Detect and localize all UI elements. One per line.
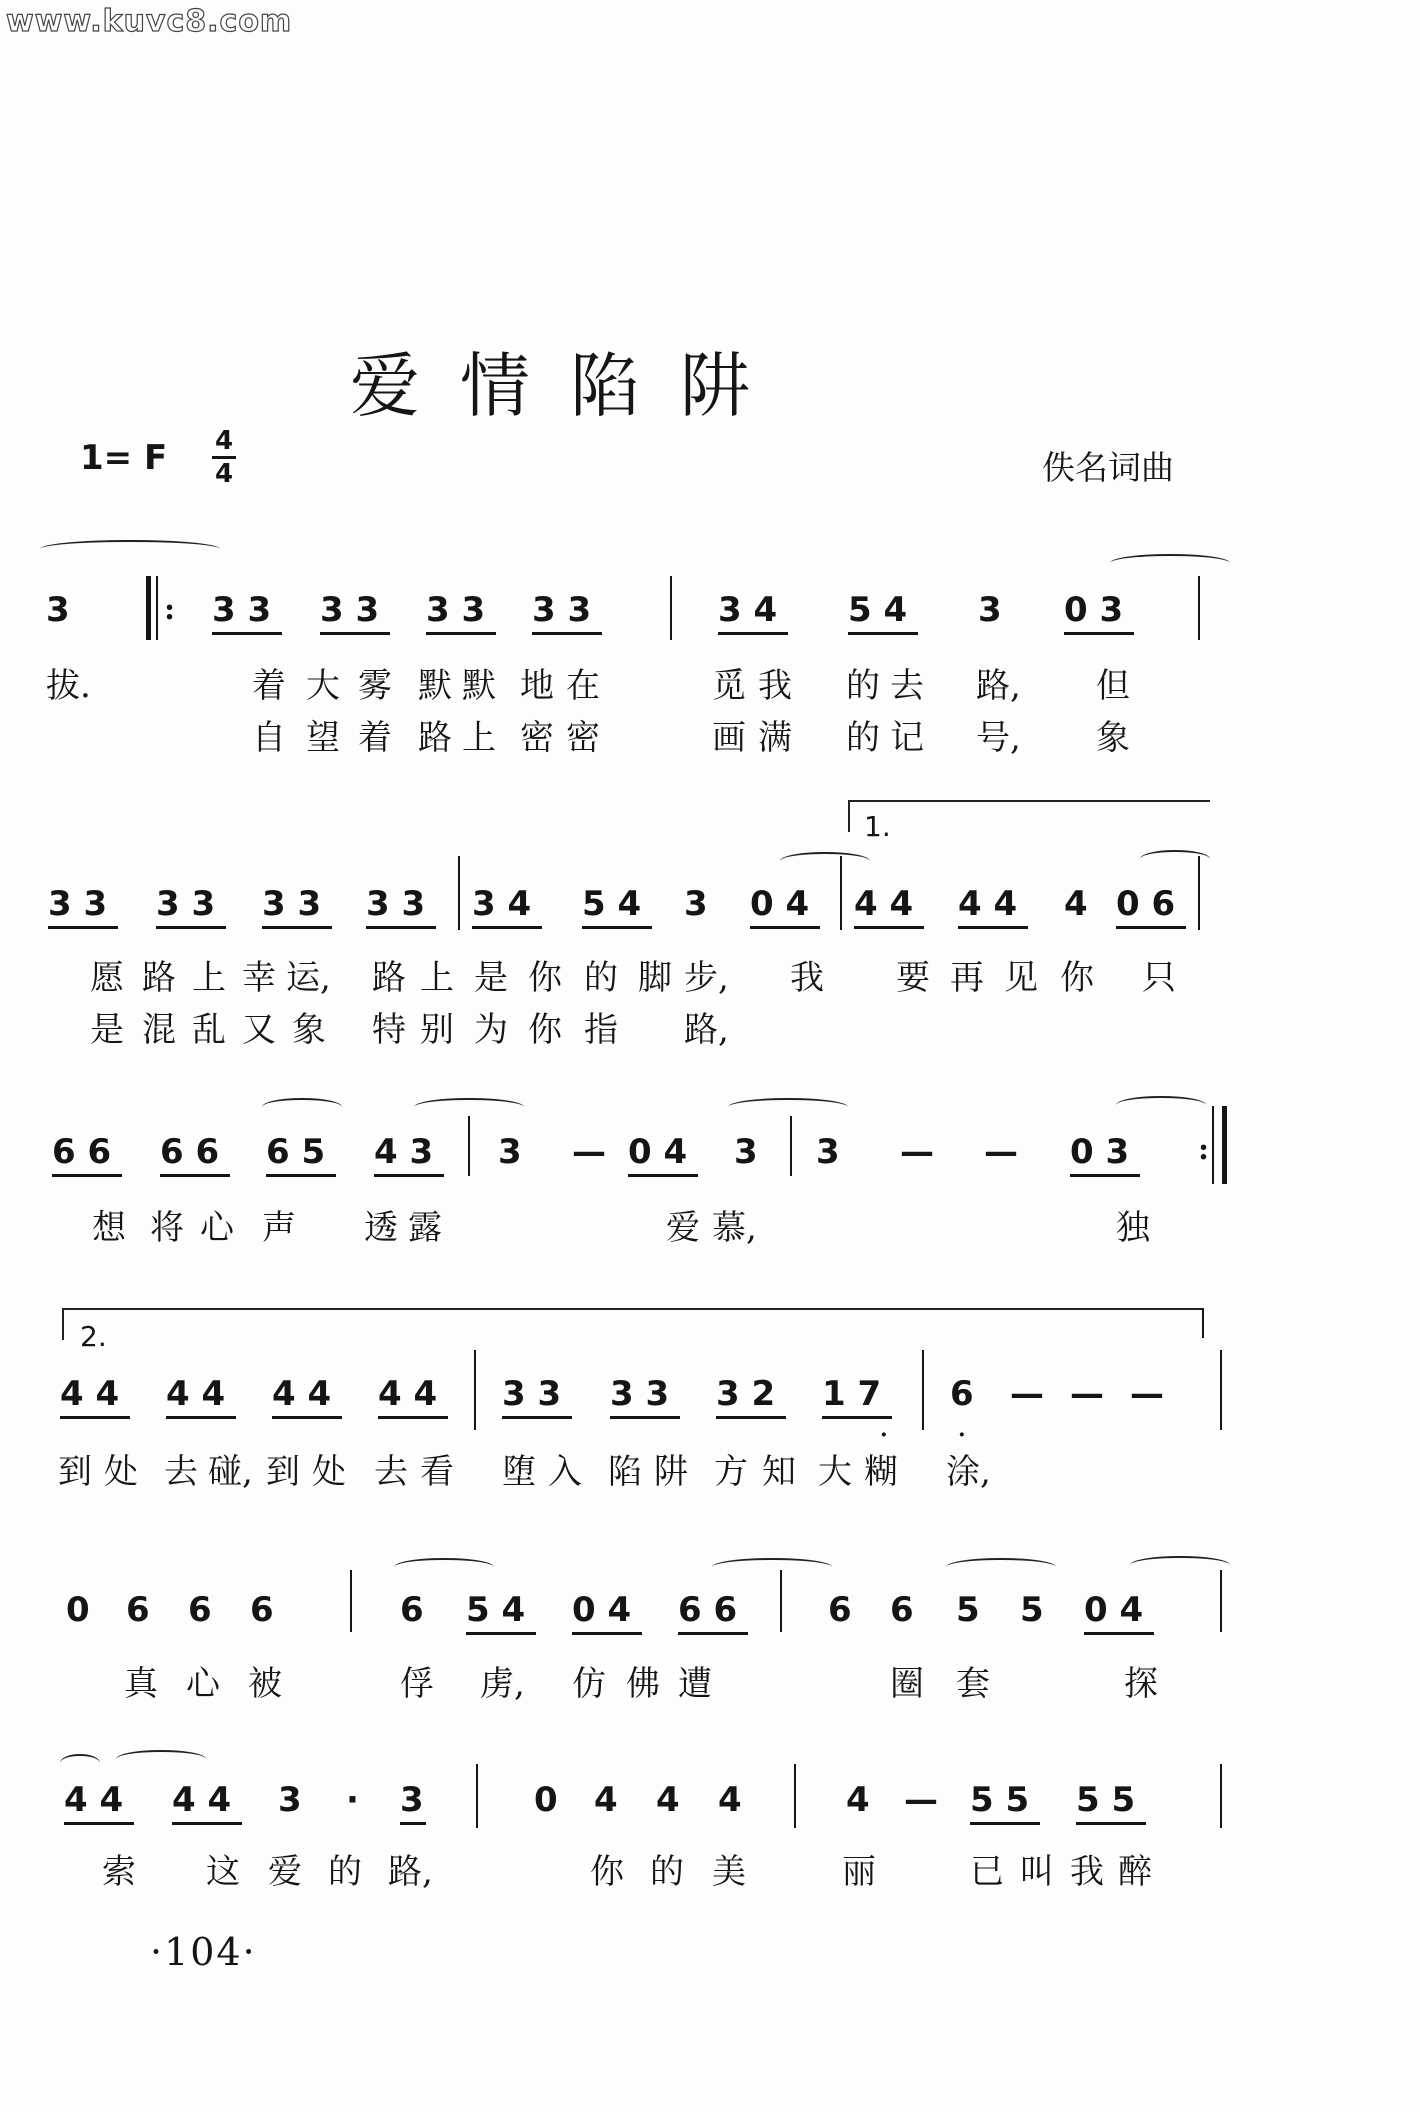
time-signature-top: 4 bbox=[214, 426, 234, 456]
time-signature bbox=[212, 428, 236, 487]
time-signature-bottom: 4 bbox=[214, 459, 234, 489]
volta-2: 2. bbox=[80, 1320, 107, 1353]
page-number: ·104· bbox=[150, 1930, 257, 1974]
volta-1: 1. bbox=[864, 810, 891, 843]
song-title: 爱情陷阱 bbox=[350, 345, 790, 427]
key-signature: 1= F bbox=[80, 438, 168, 478]
watermark: www.kuvc8.com bbox=[6, 4, 293, 39]
credit: 佚名词曲 bbox=[1042, 448, 1174, 487]
